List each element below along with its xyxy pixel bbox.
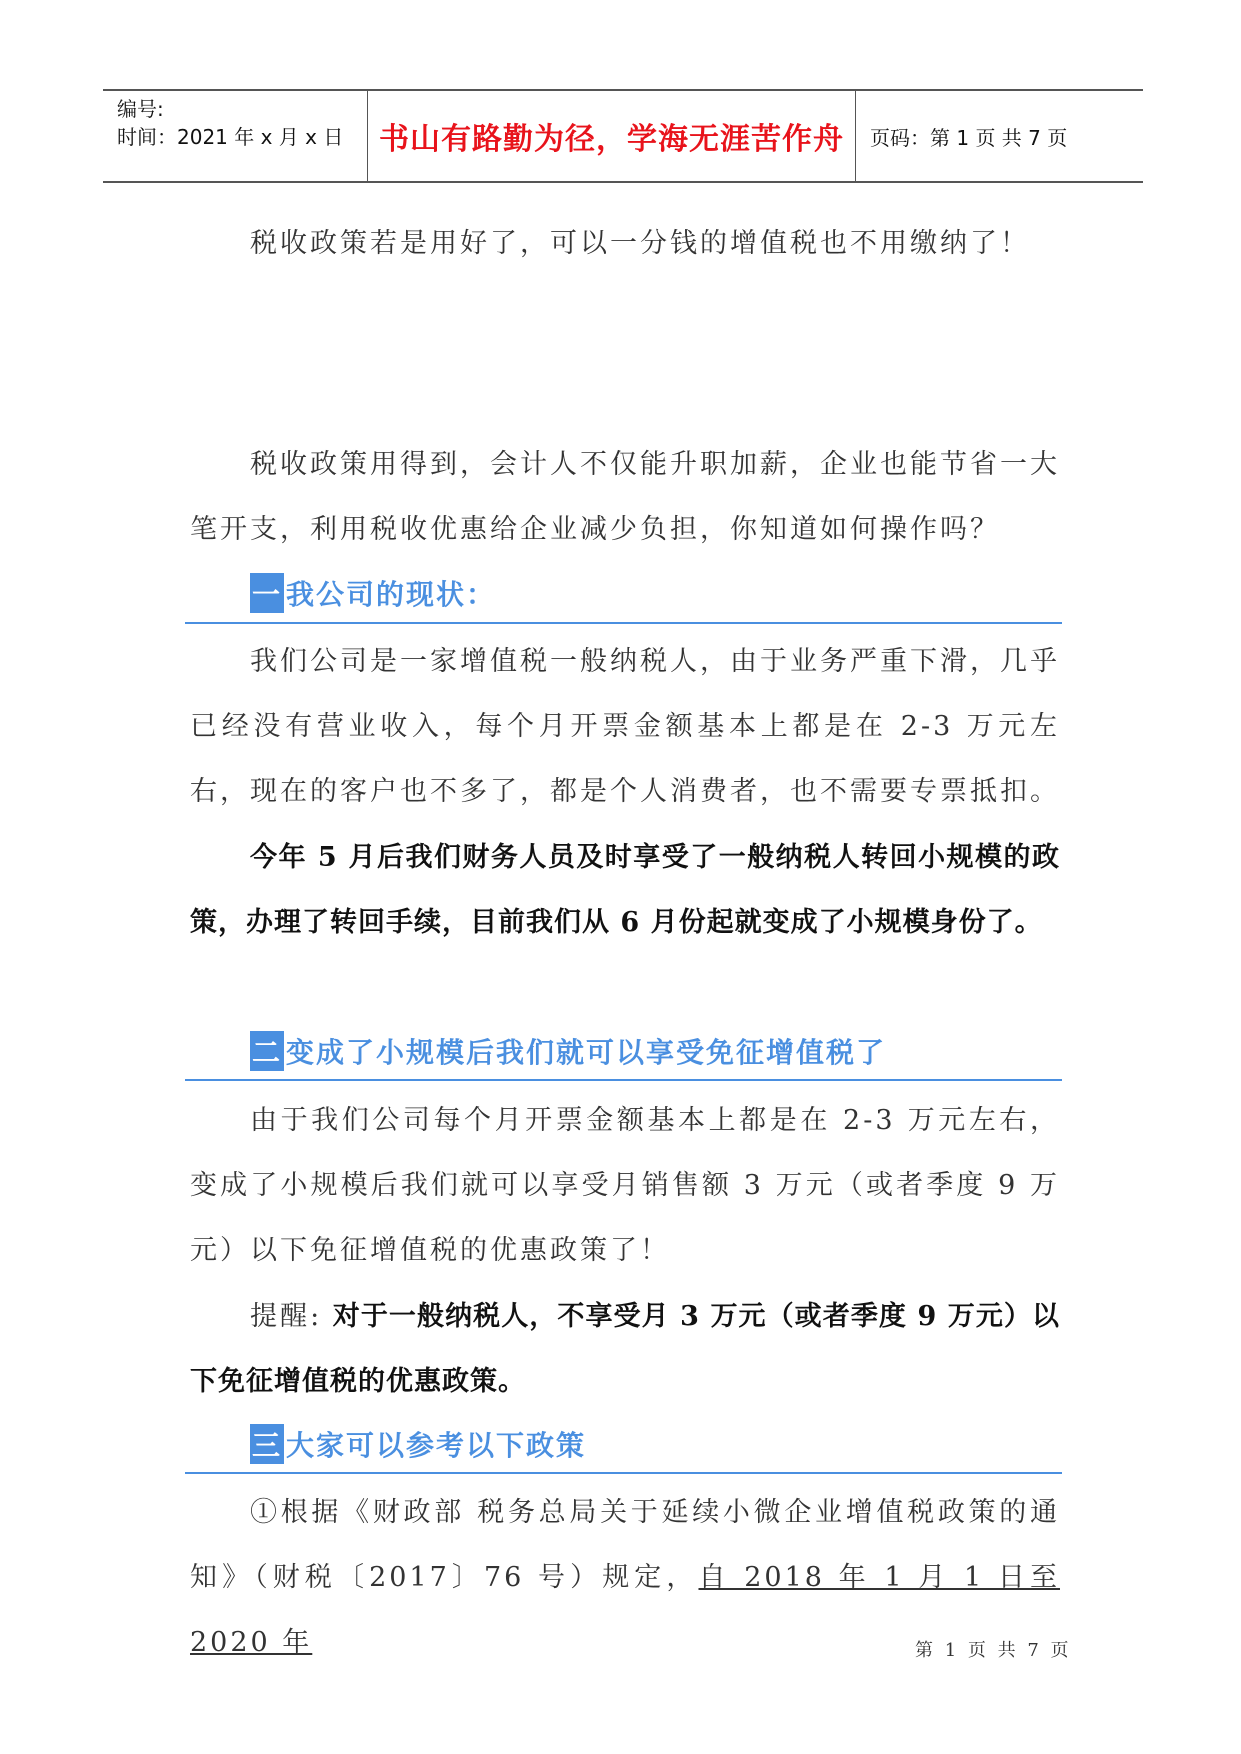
time-label: 时间：2021 年 x 月 x 日 [117,125,344,149]
heading-3 [250,1424,586,1464]
document-header [103,89,1143,183]
paragraph-5-underlined: 自 2018 年 1 月 1 日至 2020 年 [190,1562,1060,1658]
heading-2-text: 变成了小规模后我们就可以享受免征增值税了 [286,1036,887,1069]
heading-1-rule [185,622,1062,624]
header-motto-cell [368,91,856,181]
paragraph-2: 我们公司是一家增值税一般纳税人，由于业务严重下滑，几乎已经没有营业收入，每个月开票金额基本上都是在 2-3 万元左右，现在的客户也不多了，都是个人消费者，也不需要专票抵扣。 [190,646,1060,807]
heading-2-rule [185,1079,1062,1081]
reminder-paragraph [190,1284,1060,1414]
heading-1-number: 一 [250,573,284,613]
paragraph-4: 由于我们公司每个月开票金额基本上都是在 2-3 万元左右，变成了小规模后我们就可以享受月销售额 3 万元（或者季度 9 万元）以下免征增值税的优惠政策了！ [190,1105,1060,1266]
intro-paragraph: 税收政策若是用好了，可以一分钱的增值税也不用缴纳了！ [250,228,1030,259]
reminder-label: 提醒: [250,1301,323,1332]
header-page-label: 页码：第 1 页 共 7 页 [870,125,1068,150]
paragraph-1: 税收政策用得到，会计人不仅能升职加薪，企业也能节省一大笔开支，利用税收优惠给企业减少负担，你知道如何操作吗？ [190,449,1060,545]
heading-1-text: 我公司的现状： [286,578,497,611]
heading-3-rule [185,1472,1062,1474]
page-footer: 第 1 页 共 7 页 [915,1640,1072,1661]
heading-1 [250,573,496,613]
number-label: 编号: [117,97,164,121]
heading-2 [250,1031,886,1071]
paragraph-3-bold: 今年 5 月后我们财务人员及时享受了一般纳税人转回小规模的政策，办理了转回手续，目前我们从 6 月份起就变成了小规模身份了。 [190,842,1060,938]
reminder-text: 对于一般纳税人，不享受月 3 万元（或者季度 9 万元）以下免征增值税的优惠政策。 [190,1301,1060,1397]
paragraph-5-text: ①根据《财政部 税务总局关于延续小微企业增值税政策的通知》（财税〔2017〕76 号）规定， [190,1497,1060,1593]
heading-2-number: 二 [250,1031,284,1071]
header-page-cell [856,91,1143,181]
header-motto: 书山有路勤为径，学海无涯苦作舟 [379,122,844,157]
header-meta [103,91,368,181]
heading-3-text: 大家可以参考以下政策 [286,1429,587,1462]
heading-3-number: 三 [250,1424,284,1464]
